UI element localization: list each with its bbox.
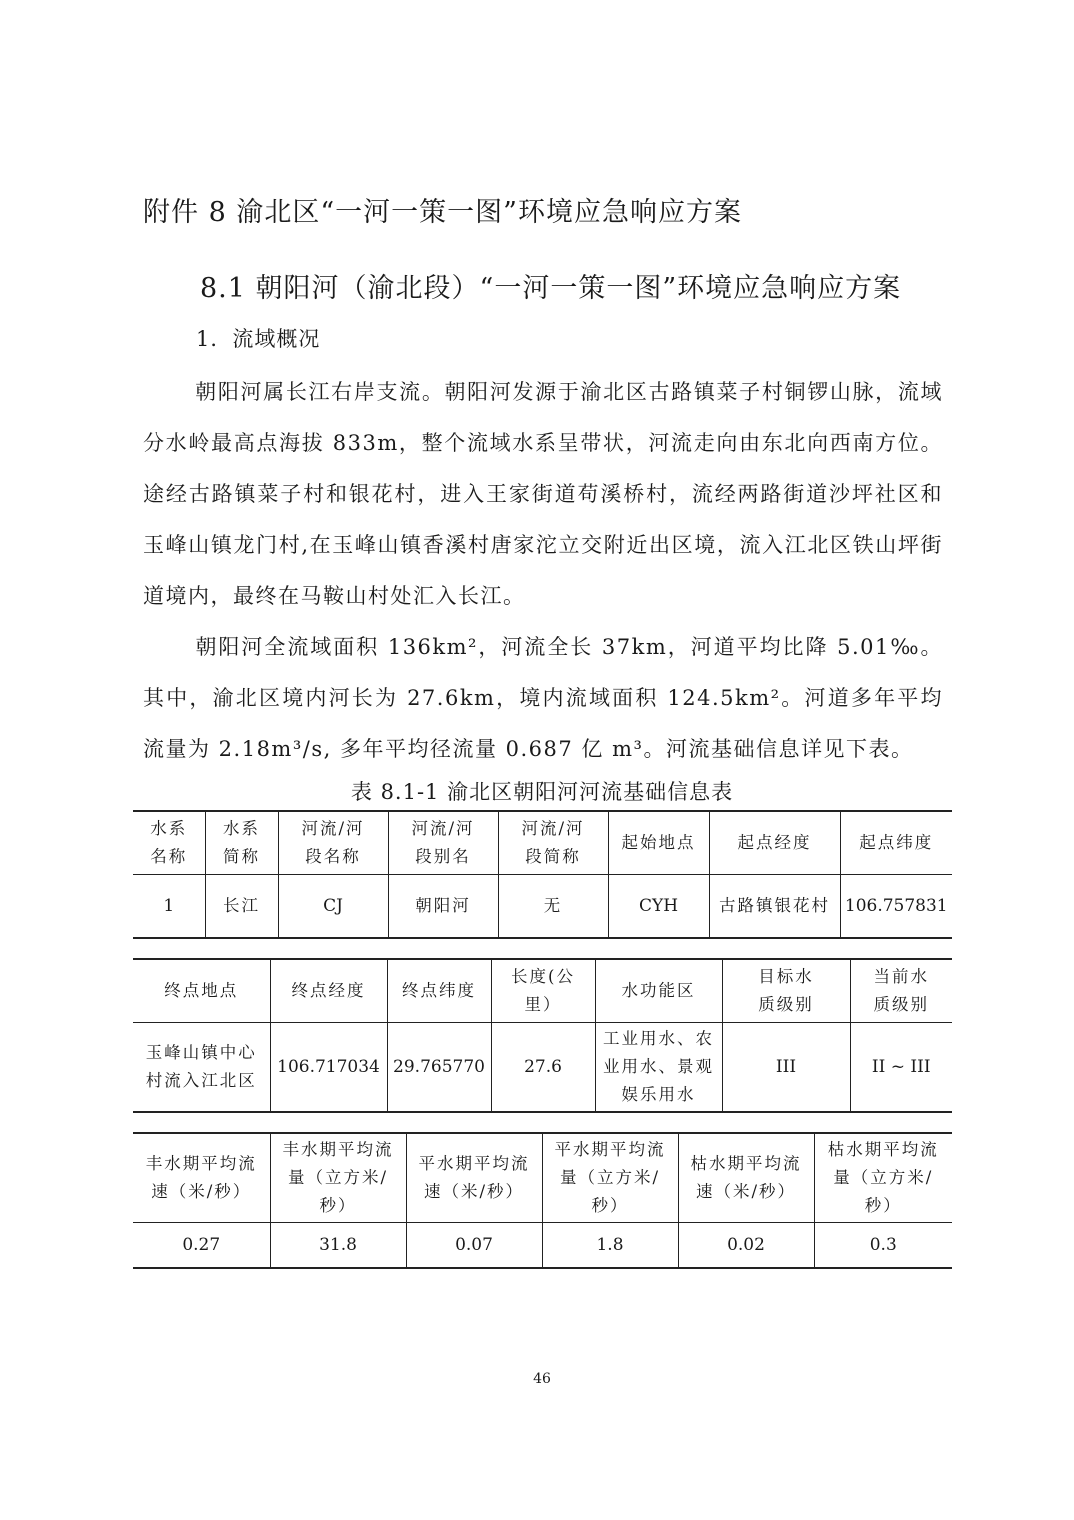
table-header-cell: 水功能区 — [595, 959, 722, 1023]
table-header-cell: 起始地点 — [608, 811, 709, 875]
table-cell: 0.27 — [133, 1223, 270, 1269]
table-header-cell: 终点纬度 — [387, 959, 491, 1023]
table-header-cell: 长度(公 里） — [491, 959, 595, 1023]
river-info-table-1 — [133, 810, 952, 939]
table-header-row — [133, 1133, 952, 1223]
table-cell: 无 — [498, 875, 608, 939]
table-header-cell: 丰水期平均流 速（米/秒） — [133, 1133, 270, 1223]
table-cell: 106.757831 — [840, 875, 952, 939]
table-cell: 106.717034 — [270, 1023, 387, 1113]
table-row — [133, 1023, 952, 1113]
table-header-cell: 枯水期平均流 量（立方米/ 秒） — [814, 1133, 952, 1223]
table-cell: III — [722, 1023, 850, 1113]
table-header-cell: 枯水期平均流 速（米/秒） — [678, 1133, 814, 1223]
table-cell: 27.6 — [491, 1023, 595, 1113]
table-cell: 工业用水、农 业用水、景观 娱乐用水 — [595, 1023, 722, 1113]
table-header-cell: 河流/河 段名称 — [278, 811, 388, 875]
table-cell: 0.3 — [814, 1223, 952, 1269]
table-header-row — [133, 959, 952, 1023]
table-cell: 1.8 — [542, 1223, 678, 1269]
table-cell: CJ — [278, 875, 388, 939]
table-header-cell: 平水期平均流 量（立方米/ 秒） — [542, 1133, 678, 1223]
annex-title: 附件 8 渝北区“一河一策一图”环境应急响应方案 — [143, 197, 742, 228]
paragraph-statistics — [143, 622, 943, 775]
section-title: 8.1 朝阳河（渝北段）“一河一策一图”环境应急响应方案 — [200, 273, 902, 304]
table-cell: CYH — [608, 875, 709, 939]
paragraph-text: 朝阳河属长江右岸支流。朝阳河发源于渝北区古路镇菜子村铜锣山脉，流域分水岭最高点海拔 833m，整个流域水系呈带状，河流走向由东北向西南方位。途经古路镇菜子村和银花村，进入王家街道苟溪桥村，流经两路街道沙坪社区和玉峰山镇龙门村,在玉峰山镇香溪村唐家沱立交附近出区境，流入江北区铁山坪街道境内，最终在马鞍山村处汇入长江。 — [143, 380, 943, 608]
table-cell: 朝阳河 — [388, 875, 498, 939]
table-cell: 0.02 — [678, 1223, 814, 1269]
table-header-cell: 河流/河 段别名 — [388, 811, 498, 875]
table-header-cell: 起点经度 — [709, 811, 840, 875]
table-caption: 表 8.1-1 渝北区朝阳河河流基础信息表 — [350, 780, 734, 804]
table-cell: II ~ III — [850, 1023, 952, 1113]
page-number: 46 — [533, 1371, 551, 1387]
paragraph-text: 朝阳河全流域面积 136km²，河流全长 37km，河道平均比降 5.01‰。其中，渝北区境内河长为 27.6km，境内流域面积 124.5km²。河道多年平均流量为 2.18m³/s, 多年平均径流量 0.687 亿 m³。河流基础信息详见下表。 — [143, 635, 943, 761]
table-header-cell: 水系 简称 — [205, 811, 278, 875]
river-info-table-2 — [133, 958, 952, 1113]
table-header-cell: 水系 名称 — [133, 811, 205, 875]
table-cell: 29.765770 — [387, 1023, 491, 1113]
table-cell: 古路镇银花村 — [709, 875, 840, 939]
table-cell: 长江 — [205, 875, 278, 939]
paragraph-overview — [143, 367, 943, 622]
table-header-cell: 终点地点 — [133, 959, 270, 1023]
table-header-cell: 起点纬度 — [840, 811, 952, 875]
table-cell: 玉峰山镇中心 村流入江北区 — [133, 1023, 270, 1113]
table-header-row — [133, 811, 952, 875]
table-row — [133, 875, 952, 939]
table-header-cell: 丰水期平均流 量（立方米/ 秒） — [270, 1133, 406, 1223]
river-flow-table — [133, 1132, 952, 1269]
table-header-cell: 河流/河 段简称 — [498, 811, 608, 875]
table-header-cell: 终点经度 — [270, 959, 387, 1023]
subsection-title: 1．流域概况 — [196, 327, 321, 351]
table-header-cell: 平水期平均流 速（米/秒） — [406, 1133, 542, 1223]
table-header-cell: 目标水 质级别 — [722, 959, 850, 1023]
table-cell: 0.07 — [406, 1223, 542, 1269]
table-cell: 31.8 — [270, 1223, 406, 1269]
table-cell: 1 — [133, 875, 205, 939]
table-header-cell: 当前水 质级别 — [850, 959, 952, 1023]
table-row — [133, 1223, 952, 1269]
